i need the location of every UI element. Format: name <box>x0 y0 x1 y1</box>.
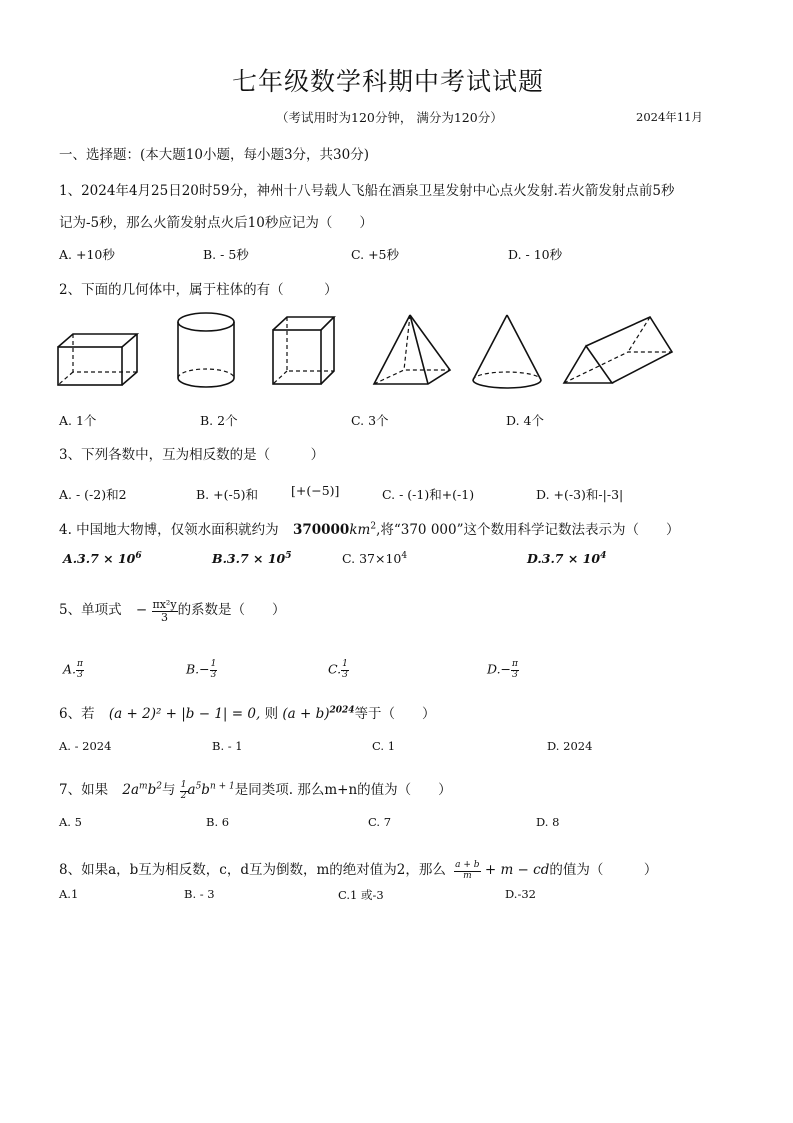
q5-option-a: A. $\frac{\pi}{3}$ <box>63 659 83 680</box>
q5-stem-a: 5、单项式 <box>59 602 122 618</box>
q8-option-a: A.1 <box>59 887 79 901</box>
exam-date: 2024年11月 <box>636 110 703 124</box>
q8-stem: 8、如果a，b互为相反数，c，d互为倒数，m的绝对值为2，那么 $\frac{a + b}{m}$ + m − cd的值为（ ） <box>59 859 658 881</box>
q8-expression: + m − cd <box>484 862 550 878</box>
q7-term1: $2a^mb^2$ <box>122 781 162 798</box>
q1-option-c: C. +5秒 <box>351 247 399 262</box>
q4-option-b: $B.3.7 \times 10^5$ <box>212 551 292 567</box>
q6-expression: (a + 2)² + |b − 1| = 0, <box>108 706 261 722</box>
q5-fraction: $\frac{\text{πx²y}}{3}$ <box>152 597 177 624</box>
q3-stem: 3、下列各数中，互为相反数的是（ ） <box>59 447 325 463</box>
pyramid-figure <box>370 312 454 388</box>
q4-option-c: C. $37\times 10^4$ <box>342 551 408 567</box>
q5-option-d: D.− $\frac{\pi}{3}$ <box>487 659 518 680</box>
q7-option-c: C. 7 <box>368 815 392 829</box>
q1-stem-line2: 记为-5秒，那么火箭发射点火后10秒应记为（ ） <box>59 215 373 231</box>
q8-fraction: $\frac{a + b}{m}$ <box>455 859 480 881</box>
q1-option-d: D. - 10秒 <box>508 247 563 262</box>
q4-stem: 4. 中国地大物博，仅领水面积就约为 $370000km^2$,将“370 000”这个数用科学记数法表示为（ ） <box>59 521 680 538</box>
q2-option-d: D. 4个 <box>506 413 544 428</box>
q7-option-a: A. 5 <box>59 815 82 829</box>
q2-option-a: A. 1个 <box>59 413 97 428</box>
q8-option-d: D.-32 <box>505 887 536 901</box>
q4-option-a: $A.3.7 \times 10^6$ <box>63 551 142 567</box>
cylinder-figure <box>174 310 238 390</box>
cuboid-figure <box>56 330 140 388</box>
q6-option-c: C. 1 <box>372 739 396 753</box>
q7-option-d: D. 8 <box>536 815 560 829</box>
q2-option-c: C. 3个 <box>351 413 389 428</box>
q7-term2: $a^5b^{n + 1}$ <box>187 781 235 798</box>
q4-area-value: 370000 <box>292 522 350 538</box>
section-heading: 一、选择题：(本大题10小题，每小题3分，共30分) <box>59 147 369 163</box>
q6-stem: 6、若 (a + 2)² + |b − 1| = 0, 则 $(a + b)^{2024}$等于（ ） <box>59 705 436 722</box>
q5-option-c: C. $\frac{1}{3}$ <box>328 659 348 680</box>
q1-option-a: A. +10秒 <box>59 247 115 262</box>
q3-option-b: B. +(-5)和 <box>196 487 259 502</box>
q4-area-unit: km <box>349 522 371 538</box>
q3-option-b-expr: [+(−5)] <box>291 483 340 498</box>
q4-stem-a: 4. 中国地大物博，仅领水面积就约为 <box>59 522 279 538</box>
q6-option-d: D. 2024 <box>547 739 593 753</box>
square-prism-figure <box>270 314 338 388</box>
q8-option-c: C.1 或-3 <box>338 888 384 902</box>
q7-option-b: B. 6 <box>206 815 230 829</box>
q4-stem-b: ,将“370 000”这个数用科学记数法表示为（ ） <box>376 522 680 538</box>
q1-stem-line1: 1、2024年4月25日20时59分，神州十八号载人飞船在酒泉卫星发射中心点火发射.若火箭发射点前5秒 <box>59 183 675 199</box>
q7-half: $\frac{1}{2}$ <box>180 779 187 801</box>
q6-option-a: A. - 2024 <box>59 739 112 753</box>
q3-option-c: C. - (-1)和+(-1) <box>382 487 475 502</box>
q6-option-b: B. - 1 <box>212 739 243 753</box>
q8-option-b: B. - 3 <box>184 887 215 901</box>
exam-info: （考试用时为120分钟， 满分为120分） <box>276 110 503 125</box>
q2-stem: 2、下面的几何体中，属于柱体的有（ ） <box>59 282 338 298</box>
cone-figure <box>470 312 544 392</box>
q3-option-a: A. - (-2)和2 <box>59 487 127 502</box>
q5-minus: − <box>135 602 148 618</box>
q5-option-b: B.− $\frac{1}{3}$ <box>186 659 217 680</box>
q1-option-b: B. - 5秒 <box>203 247 249 262</box>
q3-option-d: D. +(-3)和-|-3| <box>536 487 624 502</box>
q2-option-b: B. 2个 <box>200 413 238 428</box>
q7-stem: 7、如果 $2a^mb^2$与 $\frac{1}{2}$ $a^5b^{n + 1}$是同类项. 那么m+n的值为（ ） <box>59 779 452 801</box>
q5-stem-b: 的系数是（ ） <box>177 602 286 618</box>
q5-stem <box>59 598 286 623</box>
page-title: 七年级数学科期中考试试题 <box>232 67 545 96</box>
triangular-prism-figure <box>560 314 676 386</box>
q4-option-d: $D.3.7 \times 10^4$ <box>527 551 607 567</box>
